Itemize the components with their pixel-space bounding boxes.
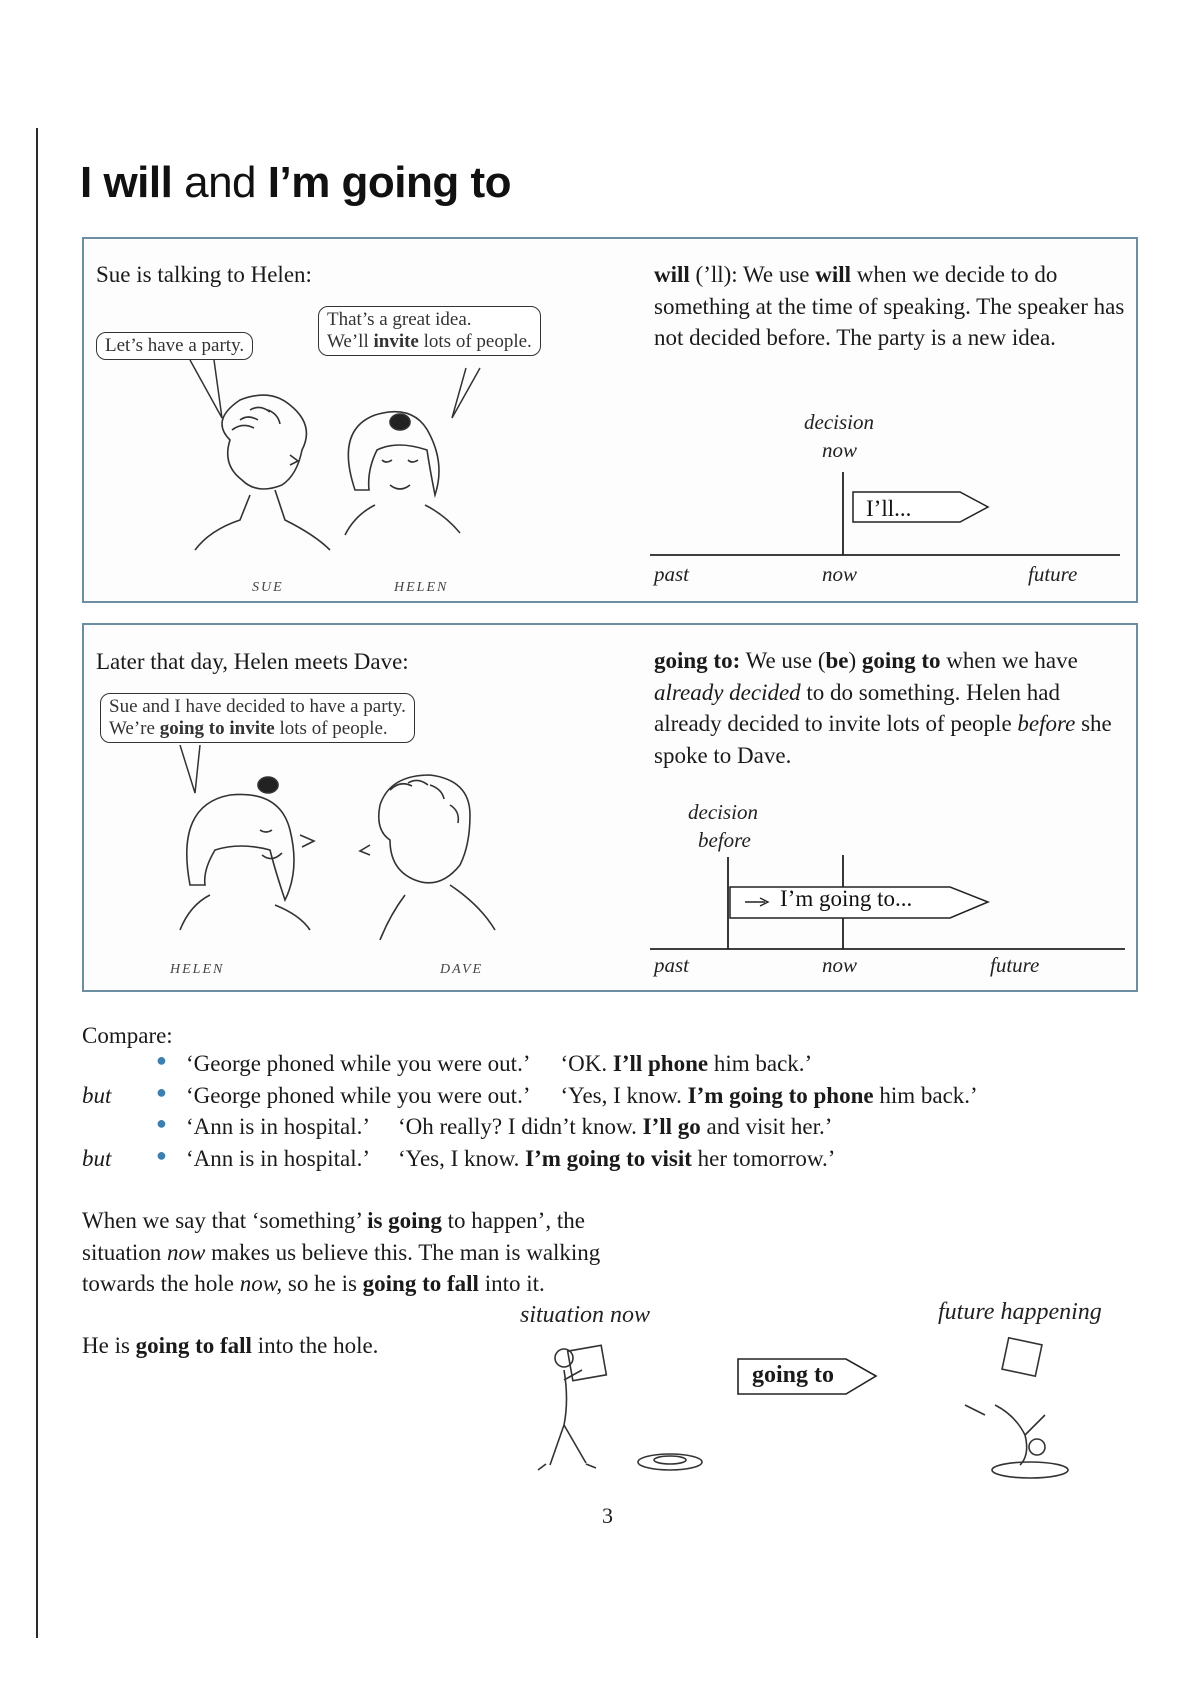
future-happening-label: future happening (938, 1299, 1102, 1325)
man-walking-illustration (520, 1340, 720, 1480)
helen-bubble-line2: We’ll invite lots of people. (327, 331, 532, 352)
title-and: and (184, 158, 257, 207)
timeline1-future: future (1028, 562, 1078, 586)
timeline2-now: now (822, 953, 858, 977)
situation-now-label: situation now (520, 1302, 651, 1328)
man-walking-icon (538, 1345, 702, 1470)
but-label-2: but (82, 1146, 112, 1171)
panel1-intro: Sue is talking to Helen: (96, 262, 312, 287)
page-title (80, 158, 511, 208)
timeline2-box-label: I’m going to... (780, 886, 913, 911)
para-line-1: When we say that ‘something’ is going to happen’, the (82, 1208, 585, 1233)
page-number: 3 (602, 1503, 613, 1528)
bullet-icon: ● (156, 1113, 167, 1133)
caption-sue: SUE (252, 580, 284, 595)
title-will: I will (80, 158, 173, 207)
bullet-icon: ● (156, 1145, 167, 1165)
caption-dave: DAVE (440, 962, 484, 977)
compare-line-2: ‘George phoned while you were out.’ ‘Yes, I know. I’m going to phone him back.’ (186, 1083, 978, 1108)
timeline1-decision-when: now (822, 438, 858, 462)
title-going-to: I’m going to (267, 158, 512, 207)
compare-heading: Compare: (82, 1023, 173, 1048)
sue-figure-icon (195, 395, 330, 550)
timeline2-past: past (654, 953, 690, 977)
para-line-2: situation now makes us believe this. The man is walking (82, 1240, 601, 1265)
sue-speech-bubble: Let’s have a party. (96, 332, 253, 360)
compare-line-3: ‘Ann is in hospital.’ ‘Oh really? I didn’t know. I’ll go and visit her.’ (186, 1114, 833, 1139)
caption-helen-2: HELEN (170, 962, 225, 977)
bullet-icon: ● (156, 1082, 167, 1102)
timeline1-past: past (654, 562, 690, 586)
man-falling-illustration (955, 1335, 1095, 1485)
helen-dave-speech-bubble (100, 693, 415, 743)
panel2-bubble-line1: Sue and I have decided to have a party. (109, 696, 406, 717)
timeline1-box-label: I’ll... (866, 496, 912, 521)
helen-figure-icon (180, 777, 314, 930)
timeline2-decision-when: before (698, 828, 751, 852)
helen-figure-icon (345, 412, 460, 535)
going-to-arrow-label: going to (752, 1362, 835, 1388)
helen-bubble-line1: That’s a great idea. (327, 309, 472, 330)
panel2-intro: Later that day, Helen meets Dave: (96, 649, 409, 674)
helen-speech-bubble (318, 306, 541, 356)
compare-line-4: ‘Ann is in hospital.’ ‘Yes, I know. I’m going to visit her tomorrow.’ (186, 1146, 836, 1171)
man-falling-icon (965, 1338, 1068, 1478)
sue-helen-illustration (150, 360, 530, 580)
timeline1-decision-label: decision (804, 410, 874, 434)
but-label-1: but (82, 1083, 112, 1108)
compare-line-1: ‘George phoned while you were out.’ ‘OK. I’ll phone him back.’ (186, 1051, 813, 1076)
timeline1-now: now (822, 562, 858, 586)
dave-figure-icon (360, 775, 495, 940)
para-line-3: towards the hole now, so he is going to fall into it. (82, 1271, 545, 1296)
bullet-icon: ● (156, 1050, 167, 1070)
example-sentence: He is going to fall into the hole. (82, 1333, 379, 1358)
caption-helen: HELEN (394, 580, 449, 595)
helen-dave-illustration (150, 745, 550, 950)
will-explanation: will (’ll): We use will when we decide to do something at the time of speaking. The speaker has not decided before. The party is a new idea. (654, 262, 1125, 350)
timeline2-decision-label: decision (688, 800, 758, 824)
going-to-explanation: going to: We use (be) going to when we have already decided to do something. Helen had already decided to invite lots of people before she spoke to Dave. (654, 648, 1112, 768)
panel2-bubble-line2: We’re going to invite lots of people. (109, 718, 388, 739)
timeline2-future: future (990, 953, 1040, 977)
margin-rule (36, 128, 38, 1638)
